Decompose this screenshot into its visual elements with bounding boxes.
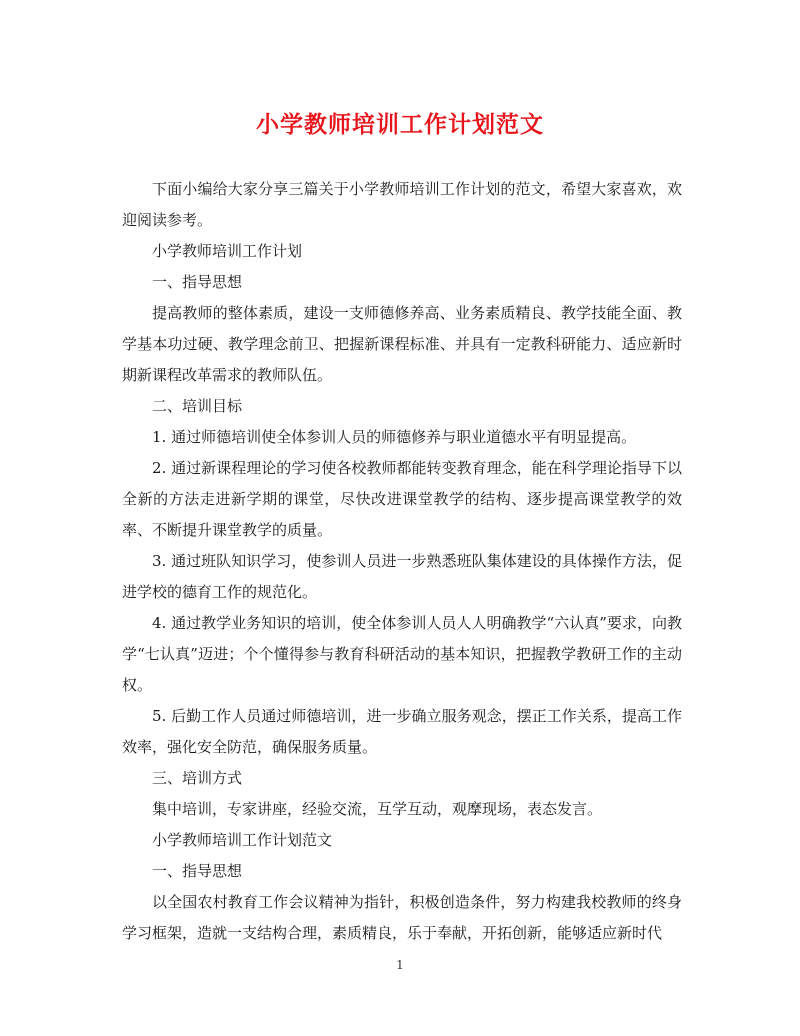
section-heading: 小学教师培训工作计划 bbox=[152, 242, 303, 260]
list-item: 5. 后勤工作人员通过师德培训，进一步确立服务观念，摆正工作关系，提高工作效率，强化安全防范，确保服务质量。 bbox=[122, 707, 682, 756]
document-title: 小学教师培训工作计划范文 bbox=[256, 111, 544, 138]
intro-paragraph: 下面小编给大家分享三篇关于小学教师培训工作计划的范文，希望大家喜欢，欢迎阅读参考。 bbox=[122, 180, 682, 229]
subsection-heading: 三、培训方式 bbox=[152, 769, 243, 787]
body-paragraph: 以全国农村教育工作会议精神为指针，积极创造条件，努力构建我校教师的终身学习框架，造就一支结构合理，素质精良，乐于奉献，开拓创新，能够适应新时代 bbox=[122, 893, 682, 942]
page-number: 1 bbox=[396, 958, 404, 972]
subsection-heading: 二、培训目标 bbox=[152, 397, 243, 415]
list-item: 3. 通过班队知识学习，使参训人员进一步熟悉班队集体建设的具体操作方法，促进学校的德育工作的规范化。 bbox=[122, 552, 682, 601]
body-paragraph: 集中培训，专家讲座，经验交流，互学互动，观摩现场，表态发言。 bbox=[152, 800, 603, 818]
list-item: 1. 通过师德培训使全体参训人员的师德修养与职业道德水平有明显提高。 bbox=[152, 428, 637, 446]
section-heading: 小学教师培训工作计划范文 bbox=[152, 831, 333, 849]
document-body bbox=[122, 174, 682, 949]
body-paragraph: 提高教师的整体素质，建设一支师德修养高、业务素质精良、教学技能全面、教学基本功过硬、教学理念前卫、把握新课程标准、并具有一定教科研能力、适应新时期新课程改革需求的教师队伍。 bbox=[122, 304, 682, 384]
subsection-heading: 一、指导思想 bbox=[152, 862, 243, 880]
list-item: 4. 通过教学业务知识的培训，使全体参训人员人人明确教学“六认真”要求，向教学“七认真”迈进；个个懂得参与教育科研活动的基本知识，把握教学教研工作的主动权。 bbox=[122, 614, 682, 694]
subsection-heading: 一、指导思想 bbox=[152, 273, 243, 291]
list-item: 2. 通过新课程理论的学习使各校教师都能转变教育理念，能在科学理论指导下以全新的方法走进新学期的课堂，尽快改进课堂教学的结构、逐步提高课堂教学的效率、不断提升课堂教学的质量。 bbox=[122, 459, 682, 539]
